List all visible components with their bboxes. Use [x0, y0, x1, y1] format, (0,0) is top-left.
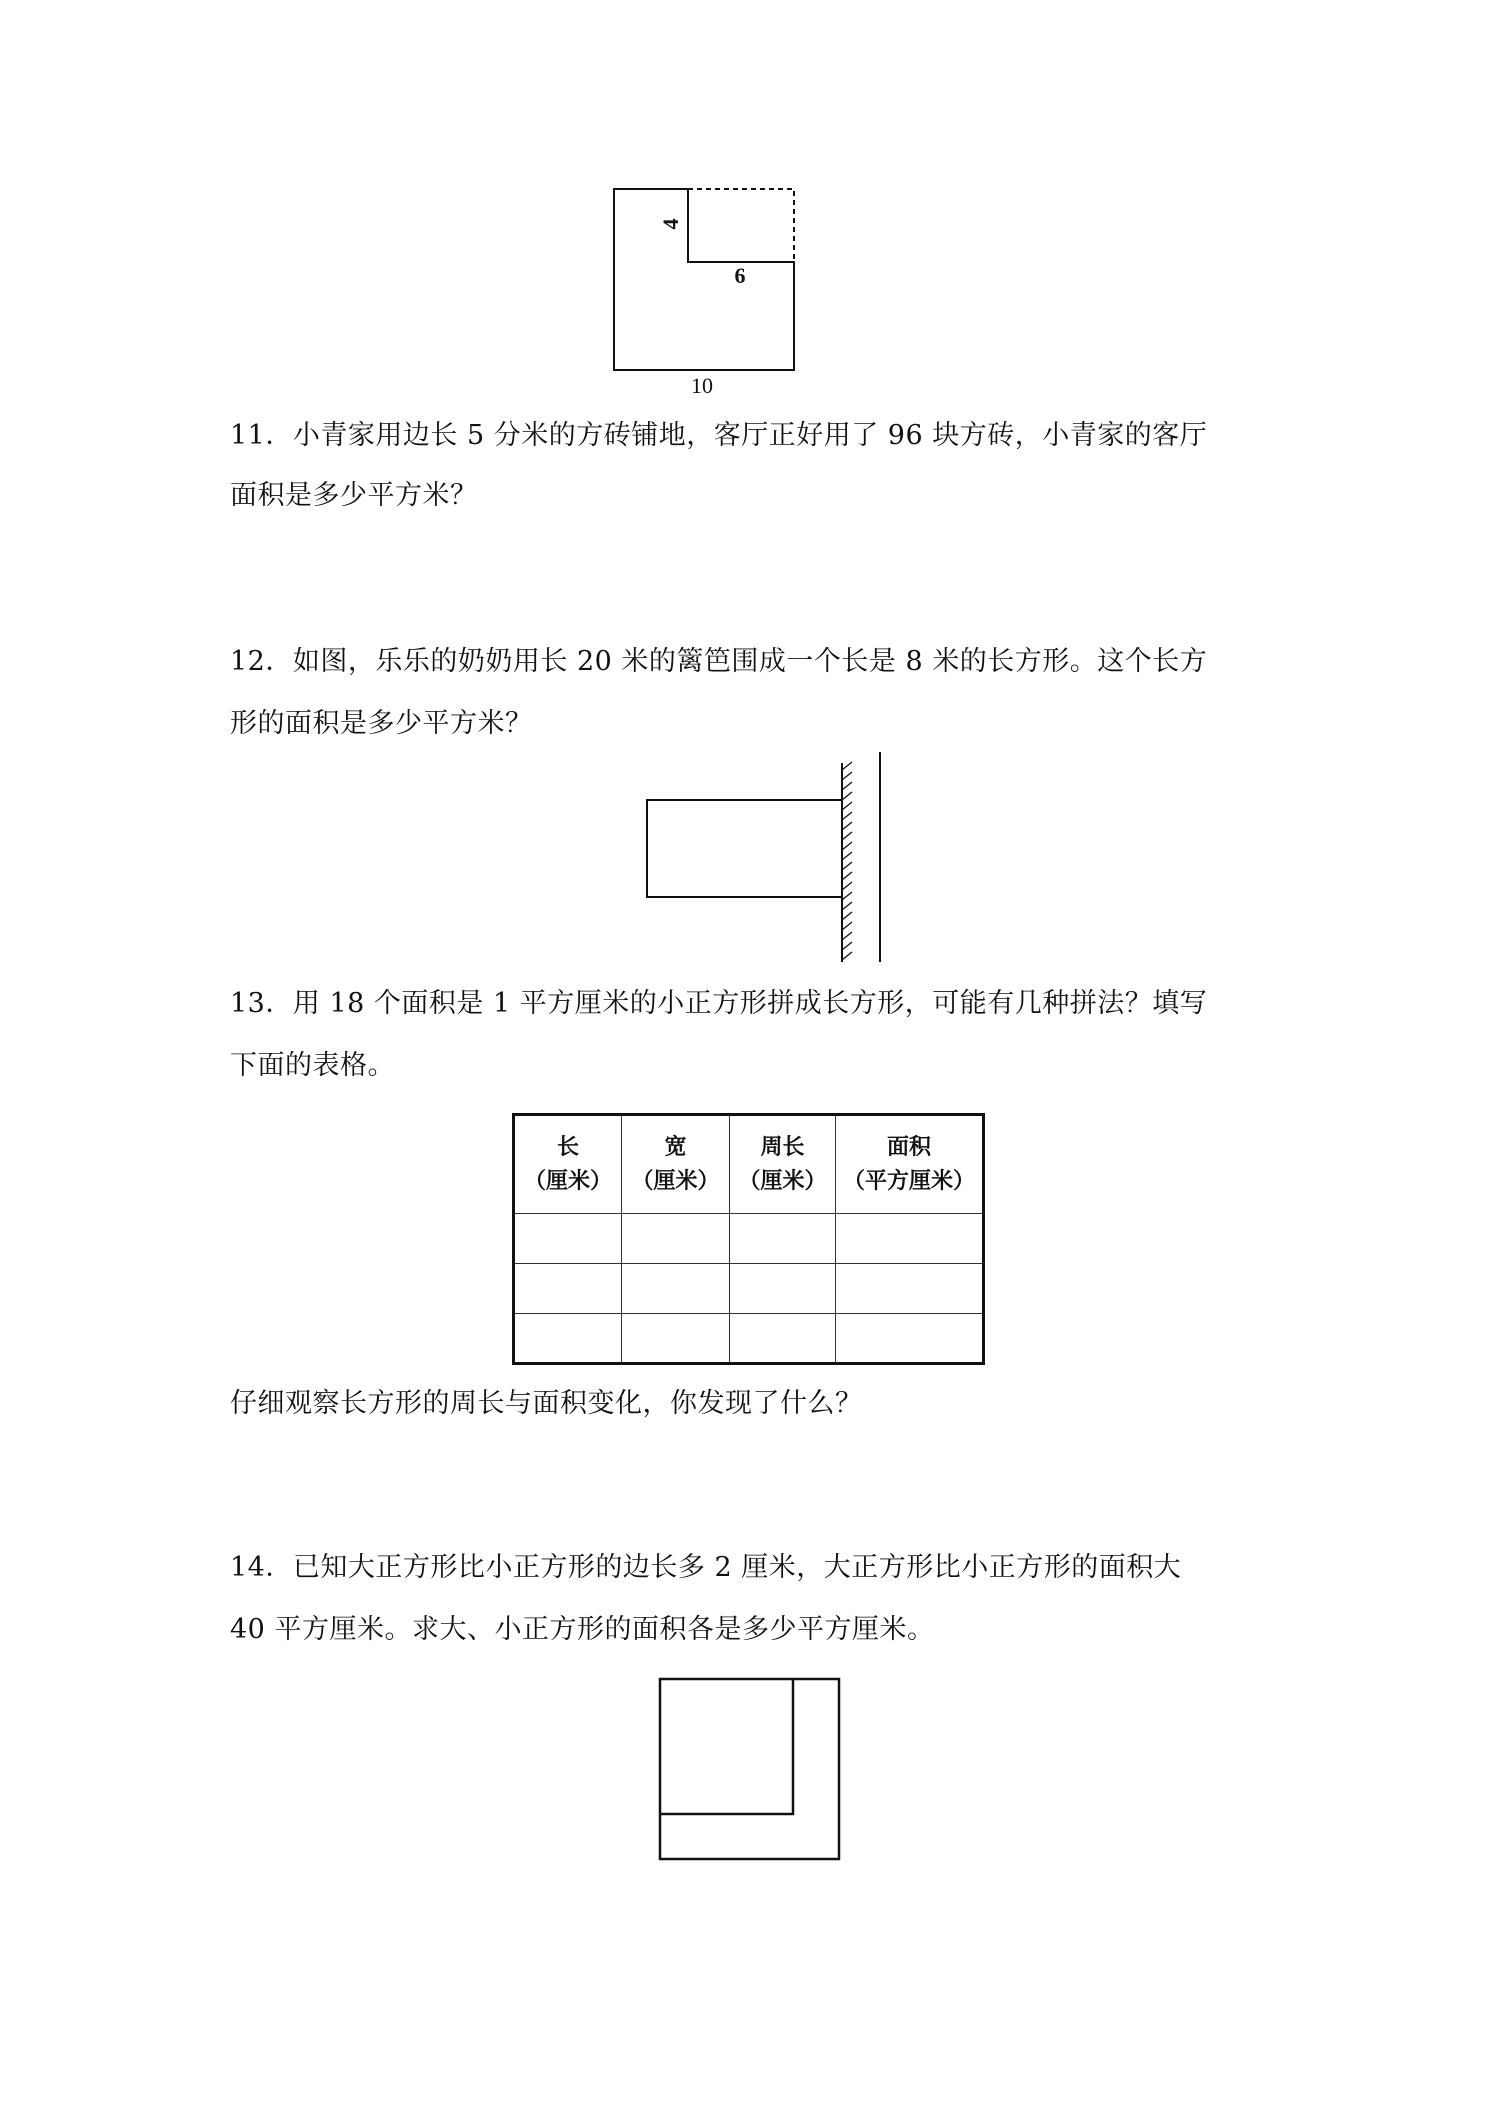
q13-followup: 仔细观察长方形的周长与面积变化，你发现了什么？	[230, 1388, 863, 1419]
q11-line2: 面积是多少平方米？	[230, 480, 478, 511]
small-square-edges	[660, 1679, 793, 1814]
label-10: 10	[691, 373, 713, 398]
label-6: 6	[734, 263, 746, 288]
q11-line1: 11．小青家用边长 5 分米的方砖铺地，客厅正好用了 96 块方砖，小青家的客厅	[230, 420, 1208, 451]
q14-line1: 14．已知大正方形比小正方形的边长多 2 厘米，大正方形比小正方形的面积大	[230, 1552, 1182, 1583]
q13-line1: 13．用 18 个面积是 1 平方厘米的小正方形拼成长方形，可能有几种拼法？填写	[230, 988, 1208, 1019]
q12-line2: 形的面积是多少平方米？	[230, 708, 533, 739]
header-perimeter: 周长 （厘米）	[730, 1115, 836, 1214]
header-width: 宽 （厘米）	[622, 1115, 730, 1214]
large-square	[660, 1679, 839, 1859]
label-4: 4	[658, 218, 683, 230]
header-area: 面积 （平方厘米）	[836, 1115, 984, 1214]
q14-line2: 40 平方厘米。求大、小正方形的面积各是多少平方厘米。	[230, 1614, 935, 1645]
q13-line2: 下面的表格。	[230, 1050, 395, 1081]
header-length: 长 （厘米）	[514, 1115, 622, 1214]
q12-line1: 12．如图，乐乐的奶奶用长 20 米的篱笆围成一个长是 8 米的长方形。这个长方	[230, 646, 1208, 677]
